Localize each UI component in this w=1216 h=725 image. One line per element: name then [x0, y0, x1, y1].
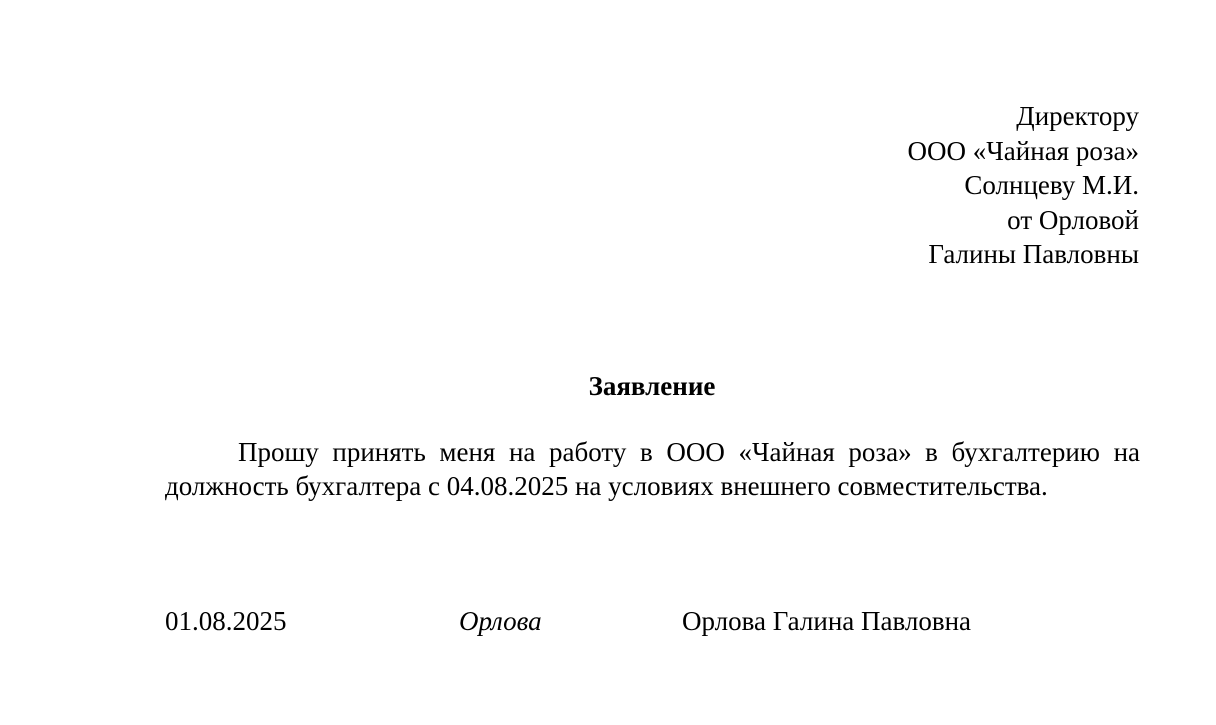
addressee-block	[908, 99, 1139, 272]
applicant-name: Галины Павловны	[928, 239, 1139, 269]
addressee-position: Директору	[1016, 101, 1139, 131]
signature: Орлова	[459, 606, 542, 636]
applicant-from: от Орловой	[1007, 204, 1139, 235]
applicant-full-name: Орлова Галина Павловна	[682, 606, 972, 636]
addressee-name: Солнцеву М.И.	[964, 170, 1139, 200]
application-body: Прошу принять меня на работу в ООО «Чайная роза» в бухгалтерию на должность бухгалтера с 04.08.2025 на условиях внешнего совместительства.	[165, 437, 1140, 501]
document-title: Заявление	[588, 371, 716, 401]
application-date: 01.08.2025	[165, 606, 287, 636]
addressee-company: ООО «Чайная роза»	[907, 135, 1139, 166]
